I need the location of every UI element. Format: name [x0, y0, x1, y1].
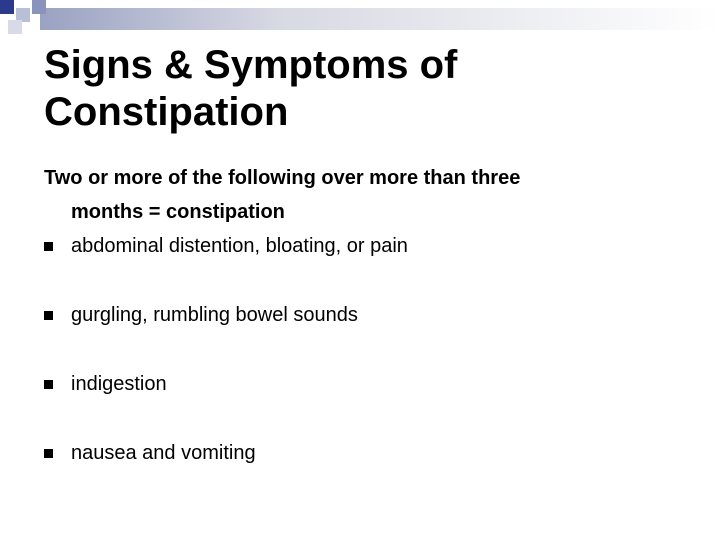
decor-square-dark	[0, 0, 14, 14]
bullet-text: abdominal distention, bloating, or pain	[71, 235, 408, 257]
slide-title	[44, 42, 684, 136]
title-line-2: Constipation	[44, 90, 289, 134]
decor-square-light	[16, 8, 30, 22]
intro-line-2: months = constipation	[71, 201, 285, 223]
square-bullet-icon	[44, 311, 53, 320]
decor-square-mid	[32, 0, 46, 14]
decor-square-pale	[8, 20, 22, 34]
bullet-item	[44, 367, 684, 401]
bullet-text: indigestion	[71, 373, 167, 395]
bullet-text: nausea and vomiting	[71, 442, 256, 464]
bullet-text: gurgling, rumbling bowel sounds	[71, 304, 358, 326]
bullet-item	[44, 298, 684, 332]
square-bullet-icon	[44, 242, 53, 251]
square-bullet-icon	[44, 449, 53, 458]
bullet-item	[44, 436, 684, 470]
title-line-1: Signs & Symptoms of	[44, 43, 458, 87]
slide-body	[44, 161, 684, 470]
intro-text	[44, 161, 684, 229]
bullet-item	[44, 229, 684, 263]
square-bullet-icon	[44, 380, 53, 389]
header-gradient-bar	[40, 8, 720, 30]
top-decoration	[0, 0, 720, 40]
intro-line-1: Two or more of the following over more than three	[44, 167, 521, 189]
